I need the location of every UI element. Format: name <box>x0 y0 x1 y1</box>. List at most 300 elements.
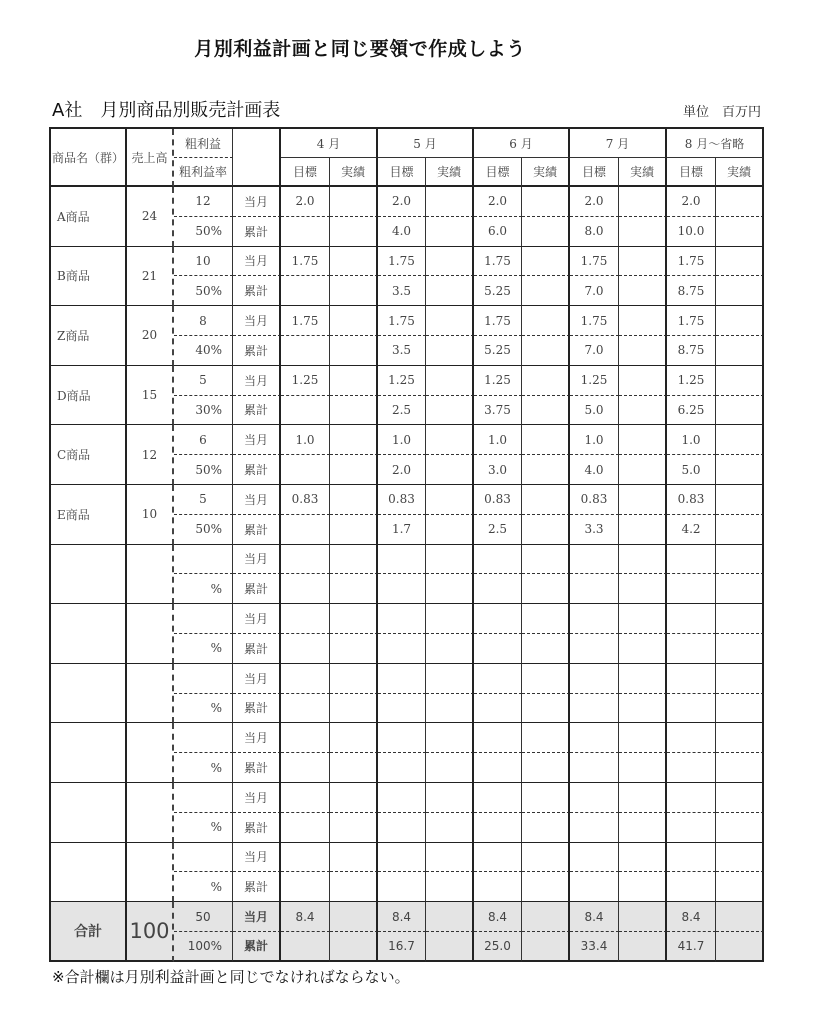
target-cumulative-cell[interactable]: 4.0 <box>378 217 426 247</box>
target-monthly-cell[interactable]: 1.75 <box>378 306 426 336</box>
target-monthly-cell[interactable] <box>570 723 619 753</box>
target-cumulative-cell[interactable]: 8.75 <box>667 336 716 366</box>
actual-monthly-cell[interactable] <box>619 604 667 634</box>
product-name[interactable] <box>51 843 127 903</box>
target-cumulative-cell[interactable] <box>667 813 716 843</box>
sales-value[interactable] <box>127 843 174 903</box>
actual-monthly-cell[interactable] <box>716 723 764 753</box>
target-monthly-cell[interactable]: 2.0 <box>570 187 619 217</box>
sales-value[interactable]: 20 <box>127 306 174 366</box>
target-cumulative-cell[interactable] <box>281 336 330 366</box>
target-monthly-cell[interactable]: 1.75 <box>570 247 619 277</box>
gross-profit-value[interactable] <box>174 723 233 753</box>
gross-profit-value[interactable] <box>174 664 233 694</box>
sales-value[interactable]: 15 <box>127 366 174 426</box>
target-cumulative-cell[interactable] <box>570 694 619 724</box>
target-cumulative-cell[interactable] <box>667 694 716 724</box>
target-cumulative-cell[interactable] <box>378 694 426 724</box>
target-monthly-cell[interactable] <box>378 664 426 694</box>
gross-profit-value[interactable]: 5 <box>174 366 233 396</box>
actual-cumulative-cell[interactable] <box>716 276 764 306</box>
target-monthly-cell[interactable]: 0.83 <box>474 485 522 515</box>
sales-value[interactable] <box>127 604 174 664</box>
target-monthly-cell[interactable] <box>474 545 522 575</box>
actual-monthly-cell[interactable] <box>619 366 667 396</box>
target-cumulative-cell[interactable] <box>378 753 426 783</box>
target-cumulative-cell[interactable] <box>570 872 619 902</box>
target-monthly-cell[interactable] <box>570 664 619 694</box>
actual-monthly-cell[interactable] <box>426 843 474 873</box>
actual-monthly-cell[interactable] <box>716 664 764 694</box>
gross-margin-value[interactable]: 50% <box>174 276 233 306</box>
target-monthly-cell[interactable] <box>570 843 619 873</box>
target-cumulative-cell[interactable]: 1.7 <box>378 515 426 545</box>
actual-cumulative-cell[interactable] <box>426 217 474 247</box>
target-cumulative-cell[interactable]: 8.75 <box>667 276 716 306</box>
actual-cumulative-cell[interactable] <box>619 515 667 545</box>
product-name[interactable] <box>51 604 127 664</box>
target-monthly-cell[interactable]: 1.75 <box>474 247 522 277</box>
target-monthly-cell[interactable] <box>281 843 330 873</box>
target-cumulative-cell[interactable] <box>667 872 716 902</box>
gross-profit-value[interactable]: 6 <box>174 425 233 455</box>
actual-monthly-cell[interactable] <box>619 306 667 336</box>
target-cumulative-cell[interactable]: 6.25 <box>667 396 716 426</box>
target-cumulative-cell[interactable] <box>474 634 522 664</box>
actual-cumulative-cell[interactable] <box>716 515 764 545</box>
target-monthly-cell[interactable]: 8.4 <box>667 902 716 932</box>
actual-cumulative-cell[interactable] <box>716 872 764 902</box>
sales-value[interactable] <box>127 783 174 843</box>
actual-cumulative-cell[interactable] <box>426 932 474 962</box>
actual-monthly-cell[interactable] <box>716 366 764 396</box>
target-cumulative-cell[interactable]: 33.4 <box>570 932 619 962</box>
actual-monthly-cell[interactable] <box>716 843 764 873</box>
target-monthly-cell[interactable]: 0.83 <box>378 485 426 515</box>
target-cumulative-cell[interactable] <box>570 813 619 843</box>
actual-cumulative-cell[interactable] <box>522 455 570 485</box>
sales-value[interactable] <box>127 723 174 783</box>
actual-monthly-cell[interactable] <box>426 902 474 932</box>
actual-cumulative-cell[interactable] <box>330 634 378 664</box>
gross-margin-value[interactable]: 30% <box>174 396 233 426</box>
actual-cumulative-cell[interactable] <box>522 813 570 843</box>
target-cumulative-cell[interactable]: 7.0 <box>570 276 619 306</box>
actual-cumulative-cell[interactable] <box>522 932 570 962</box>
actual-cumulative-cell[interactable] <box>522 872 570 902</box>
actual-cumulative-cell[interactable] <box>716 813 764 843</box>
target-cumulative-cell[interactable] <box>570 634 619 664</box>
sales-value[interactable] <box>127 545 174 605</box>
target-cumulative-cell[interactable] <box>474 753 522 783</box>
target-monthly-cell[interactable] <box>378 843 426 873</box>
gross-margin-value[interactable]: % <box>174 634 233 664</box>
target-monthly-cell[interactable] <box>474 843 522 873</box>
target-monthly-cell[interactable]: 1.0 <box>667 425 716 455</box>
actual-cumulative-cell[interactable] <box>619 574 667 604</box>
target-monthly-cell[interactable]: 0.83 <box>570 485 619 515</box>
actual-monthly-cell[interactable] <box>522 604 570 634</box>
target-monthly-cell[interactable] <box>667 664 716 694</box>
target-monthly-cell[interactable] <box>570 545 619 575</box>
target-monthly-cell[interactable]: 8.4 <box>474 902 522 932</box>
gross-profit-value[interactable] <box>174 783 233 813</box>
actual-cumulative-cell[interactable] <box>426 455 474 485</box>
actual-monthly-cell[interactable] <box>426 485 474 515</box>
actual-cumulative-cell[interactable] <box>330 932 378 962</box>
actual-cumulative-cell[interactable] <box>426 813 474 843</box>
target-cumulative-cell[interactable]: 8.0 <box>570 217 619 247</box>
actual-cumulative-cell[interactable] <box>330 396 378 426</box>
actual-cumulative-cell[interactable] <box>619 694 667 724</box>
actual-monthly-cell[interactable] <box>330 545 378 575</box>
target-cumulative-cell[interactable]: 7.0 <box>570 336 619 366</box>
target-monthly-cell[interactable]: 1.75 <box>474 306 522 336</box>
gross-profit-value[interactable]: 10 <box>174 247 233 277</box>
target-cumulative-cell[interactable]: 3.0 <box>474 455 522 485</box>
actual-cumulative-cell[interactable] <box>426 574 474 604</box>
target-monthly-cell[interactable]: 1.0 <box>378 425 426 455</box>
product-name[interactable] <box>51 783 127 843</box>
actual-monthly-cell[interactable] <box>716 306 764 336</box>
target-monthly-cell[interactable]: 0.83 <box>281 485 330 515</box>
actual-cumulative-cell[interactable] <box>330 455 378 485</box>
actual-cumulative-cell[interactable] <box>716 694 764 724</box>
gross-margin-value[interactable]: % <box>174 694 233 724</box>
actual-monthly-cell[interactable] <box>716 545 764 575</box>
target-monthly-cell[interactable] <box>378 545 426 575</box>
target-cumulative-cell[interactable] <box>281 515 330 545</box>
actual-monthly-cell[interactable] <box>330 306 378 336</box>
actual-cumulative-cell[interactable] <box>426 515 474 545</box>
actual-cumulative-cell[interactable] <box>522 276 570 306</box>
target-cumulative-cell[interactable]: 5.25 <box>474 336 522 366</box>
actual-cumulative-cell[interactable] <box>522 515 570 545</box>
actual-cumulative-cell[interactable] <box>330 694 378 724</box>
target-monthly-cell[interactable]: 2.0 <box>474 187 522 217</box>
actual-monthly-cell[interactable] <box>330 485 378 515</box>
actual-monthly-cell[interactable] <box>330 425 378 455</box>
actual-cumulative-cell[interactable] <box>522 634 570 664</box>
target-cumulative-cell[interactable] <box>378 872 426 902</box>
actual-monthly-cell[interactable] <box>522 783 570 813</box>
actual-monthly-cell[interactable] <box>426 783 474 813</box>
target-cumulative-cell[interactable] <box>281 753 330 783</box>
actual-monthly-cell[interactable] <box>426 425 474 455</box>
target-cumulative-cell[interactable]: 3.5 <box>378 336 426 366</box>
product-name[interactable]: B商品 <box>51 247 127 307</box>
target-monthly-cell[interactable]: 0.83 <box>667 485 716 515</box>
gross-margin-value[interactable]: % <box>174 813 233 843</box>
actual-cumulative-cell[interactable] <box>426 634 474 664</box>
actual-monthly-cell[interactable] <box>426 664 474 694</box>
actual-cumulative-cell[interactable] <box>426 276 474 306</box>
actual-monthly-cell[interactable] <box>619 247 667 277</box>
target-cumulative-cell[interactable] <box>281 396 330 426</box>
actual-monthly-cell[interactable] <box>330 604 378 634</box>
gross-profit-value[interactable]: 12 <box>174 187 233 217</box>
target-cumulative-cell[interactable] <box>667 753 716 783</box>
target-cumulative-cell[interactable]: 2.5 <box>378 396 426 426</box>
target-monthly-cell[interactable]: 1.0 <box>281 425 330 455</box>
target-monthly-cell[interactable] <box>570 604 619 634</box>
target-monthly-cell[interactable] <box>378 783 426 813</box>
target-cumulative-cell[interactable] <box>667 634 716 664</box>
sales-value[interactable] <box>127 664 174 724</box>
target-cumulative-cell[interactable] <box>281 634 330 664</box>
gross-margin-value[interactable]: % <box>174 574 233 604</box>
target-monthly-cell[interactable] <box>378 604 426 634</box>
actual-monthly-cell[interactable] <box>330 187 378 217</box>
gross-margin-value[interactable]: 40% <box>174 336 233 366</box>
target-cumulative-cell[interactable] <box>474 872 522 902</box>
actual-cumulative-cell[interactable] <box>330 813 378 843</box>
target-monthly-cell[interactable]: 1.25 <box>281 366 330 396</box>
actual-monthly-cell[interactable] <box>522 902 570 932</box>
actual-cumulative-cell[interactable] <box>619 634 667 664</box>
sales-value[interactable]: 24 <box>127 187 174 247</box>
actual-monthly-cell[interactable] <box>426 723 474 753</box>
actual-cumulative-cell[interactable] <box>619 276 667 306</box>
actual-cumulative-cell[interactable] <box>522 217 570 247</box>
gross-margin-value[interactable]: % <box>174 872 233 902</box>
product-name[interactable]: D商品 <box>51 366 127 426</box>
sales-value[interactable]: 21 <box>127 247 174 307</box>
actual-cumulative-cell[interactable] <box>330 276 378 306</box>
gross-margin-value[interactable]: 50% <box>174 455 233 485</box>
target-monthly-cell[interactable]: 8.4 <box>570 902 619 932</box>
actual-monthly-cell[interactable] <box>522 843 570 873</box>
actual-cumulative-cell[interactable] <box>716 455 764 485</box>
target-monthly-cell[interactable]: 1.75 <box>667 306 716 336</box>
target-cumulative-cell[interactable]: 16.7 <box>378 932 426 962</box>
actual-monthly-cell[interactable] <box>522 425 570 455</box>
target-monthly-cell[interactable]: 2.0 <box>378 187 426 217</box>
product-name[interactable] <box>51 664 127 724</box>
actual-cumulative-cell[interactable] <box>716 336 764 366</box>
actual-monthly-cell[interactable] <box>522 545 570 575</box>
target-cumulative-cell[interactable]: 2.0 <box>378 455 426 485</box>
actual-cumulative-cell[interactable] <box>522 336 570 366</box>
actual-monthly-cell[interactable] <box>426 306 474 336</box>
target-monthly-cell[interactable] <box>474 783 522 813</box>
actual-cumulative-cell[interactable] <box>330 872 378 902</box>
target-monthly-cell[interactable] <box>281 604 330 634</box>
actual-monthly-cell[interactable] <box>330 902 378 932</box>
product-name[interactable]: C商品 <box>51 425 127 485</box>
gross-profit-value[interactable] <box>174 843 233 873</box>
target-cumulative-cell[interactable] <box>474 694 522 724</box>
actual-monthly-cell[interactable] <box>619 425 667 455</box>
target-monthly-cell[interactable] <box>667 723 716 753</box>
target-cumulative-cell[interactable]: 41.7 <box>667 932 716 962</box>
target-monthly-cell[interactable]: 1.75 <box>281 306 330 336</box>
actual-cumulative-cell[interactable] <box>522 694 570 724</box>
target-cumulative-cell[interactable]: 3.75 <box>474 396 522 426</box>
product-name[interactable]: A商品 <box>51 187 127 247</box>
target-cumulative-cell[interactable] <box>378 634 426 664</box>
target-monthly-cell[interactable]: 1.75 <box>378 247 426 277</box>
target-cumulative-cell[interactable]: 25.0 <box>474 932 522 962</box>
product-name[interactable]: Z商品 <box>51 306 127 366</box>
target-monthly-cell[interactable]: 1.75 <box>281 247 330 277</box>
target-cumulative-cell[interactable] <box>281 932 330 962</box>
target-monthly-cell[interactable] <box>667 783 716 813</box>
target-cumulative-cell[interactable] <box>570 753 619 783</box>
actual-monthly-cell[interactable] <box>522 723 570 753</box>
target-cumulative-cell[interactable] <box>281 217 330 247</box>
target-monthly-cell[interactable] <box>667 545 716 575</box>
target-cumulative-cell[interactable] <box>474 574 522 604</box>
actual-cumulative-cell[interactable] <box>619 872 667 902</box>
actual-cumulative-cell[interactable] <box>716 217 764 247</box>
target-monthly-cell[interactable]: 2.0 <box>281 187 330 217</box>
actual-monthly-cell[interactable] <box>716 485 764 515</box>
actual-monthly-cell[interactable] <box>522 247 570 277</box>
actual-monthly-cell[interactable] <box>716 902 764 932</box>
actual-monthly-cell[interactable] <box>522 485 570 515</box>
actual-cumulative-cell[interactable] <box>330 515 378 545</box>
target-cumulative-cell[interactable] <box>570 574 619 604</box>
target-cumulative-cell[interactable]: 3.3 <box>570 515 619 545</box>
product-name[interactable] <box>51 545 127 605</box>
actual-cumulative-cell[interactable] <box>619 455 667 485</box>
actual-monthly-cell[interactable] <box>426 187 474 217</box>
actual-cumulative-cell[interactable] <box>716 574 764 604</box>
actual-cumulative-cell[interactable] <box>716 634 764 664</box>
target-cumulative-cell[interactable]: 5.0 <box>667 455 716 485</box>
target-cumulative-cell[interactable] <box>281 276 330 306</box>
actual-cumulative-cell[interactable] <box>619 753 667 783</box>
actual-cumulative-cell[interactable] <box>426 872 474 902</box>
target-cumulative-cell[interactable]: 5.25 <box>474 276 522 306</box>
actual-monthly-cell[interactable] <box>716 247 764 277</box>
target-monthly-cell[interactable] <box>474 604 522 634</box>
target-monthly-cell[interactable]: 1.25 <box>378 366 426 396</box>
target-cumulative-cell[interactable]: 3.5 <box>378 276 426 306</box>
actual-monthly-cell[interactable] <box>619 783 667 813</box>
actual-cumulative-cell[interactable] <box>330 217 378 247</box>
gross-profit-value[interactable] <box>174 604 233 634</box>
actual-cumulative-cell[interactable] <box>330 753 378 783</box>
actual-cumulative-cell[interactable] <box>619 932 667 962</box>
actual-cumulative-cell[interactable] <box>330 336 378 366</box>
target-monthly-cell[interactable] <box>474 664 522 694</box>
target-cumulative-cell[interactable]: 10.0 <box>667 217 716 247</box>
actual-monthly-cell[interactable] <box>426 604 474 634</box>
actual-monthly-cell[interactable] <box>619 664 667 694</box>
actual-cumulative-cell[interactable] <box>426 753 474 783</box>
target-cumulative-cell[interactable] <box>378 813 426 843</box>
actual-cumulative-cell[interactable] <box>619 813 667 843</box>
actual-monthly-cell[interactable] <box>522 306 570 336</box>
target-cumulative-cell[interactable] <box>281 813 330 843</box>
actual-monthly-cell[interactable] <box>716 604 764 634</box>
actual-cumulative-cell[interactable] <box>426 396 474 426</box>
target-cumulative-cell[interactable]: 5.0 <box>570 396 619 426</box>
actual-monthly-cell[interactable] <box>619 187 667 217</box>
actual-monthly-cell[interactable] <box>716 783 764 813</box>
target-cumulative-cell[interactable] <box>281 694 330 724</box>
target-monthly-cell[interactable]: 1.0 <box>570 425 619 455</box>
sales-value[interactable]: 12 <box>127 425 174 485</box>
actual-cumulative-cell[interactable] <box>522 753 570 783</box>
actual-monthly-cell[interactable] <box>330 664 378 694</box>
target-monthly-cell[interactable]: 1.25 <box>570 366 619 396</box>
actual-monthly-cell[interactable] <box>426 545 474 575</box>
actual-monthly-cell[interactable] <box>716 425 764 455</box>
actual-monthly-cell[interactable] <box>330 783 378 813</box>
product-name[interactable] <box>51 723 127 783</box>
gross-profit-value[interactable]: 5 <box>174 485 233 515</box>
product-name[interactable]: E商品 <box>51 485 127 545</box>
target-monthly-cell[interactable]: 2.0 <box>667 187 716 217</box>
target-cumulative-cell[interactable]: 4.2 <box>667 515 716 545</box>
target-monthly-cell[interactable] <box>667 843 716 873</box>
actual-monthly-cell[interactable] <box>522 366 570 396</box>
target-cumulative-cell[interactable] <box>378 574 426 604</box>
actual-cumulative-cell[interactable] <box>330 574 378 604</box>
actual-cumulative-cell[interactable] <box>522 396 570 426</box>
target-monthly-cell[interactable]: 1.75 <box>570 306 619 336</box>
target-monthly-cell[interactable] <box>570 783 619 813</box>
gross-margin-value[interactable]: 50% <box>174 217 233 247</box>
actual-monthly-cell[interactable] <box>330 247 378 277</box>
actual-monthly-cell[interactable] <box>426 247 474 277</box>
target-cumulative-cell[interactable] <box>281 574 330 604</box>
target-monthly-cell[interactable] <box>281 723 330 753</box>
target-monthly-cell[interactable]: 1.0 <box>474 425 522 455</box>
target-cumulative-cell[interactable]: 4.0 <box>570 455 619 485</box>
target-monthly-cell[interactable] <box>667 604 716 634</box>
actual-monthly-cell[interactable] <box>619 723 667 753</box>
actual-monthly-cell[interactable] <box>522 664 570 694</box>
actual-cumulative-cell[interactable] <box>522 574 570 604</box>
actual-cumulative-cell[interactable] <box>426 336 474 366</box>
actual-cumulative-cell[interactable] <box>716 396 764 426</box>
gross-profit-value[interactable]: 8 <box>174 306 233 336</box>
target-monthly-cell[interactable] <box>281 664 330 694</box>
actual-monthly-cell[interactable] <box>426 366 474 396</box>
actual-monthly-cell[interactable] <box>330 366 378 396</box>
target-cumulative-cell[interactable] <box>474 813 522 843</box>
target-cumulative-cell[interactable]: 6.0 <box>474 217 522 247</box>
actual-monthly-cell[interactable] <box>330 843 378 873</box>
target-monthly-cell[interactable] <box>281 783 330 813</box>
actual-cumulative-cell[interactable] <box>716 753 764 783</box>
target-monthly-cell[interactable] <box>281 545 330 575</box>
target-monthly-cell[interactable]: 1.25 <box>667 366 716 396</box>
target-cumulative-cell[interactable] <box>281 455 330 485</box>
actual-cumulative-cell[interactable] <box>619 396 667 426</box>
actual-monthly-cell[interactable] <box>619 545 667 575</box>
actual-monthly-cell[interactable] <box>522 187 570 217</box>
actual-monthly-cell[interactable] <box>716 187 764 217</box>
actual-cumulative-cell[interactable] <box>716 932 764 962</box>
actual-monthly-cell[interactable] <box>619 902 667 932</box>
actual-cumulative-cell[interactable] <box>426 694 474 724</box>
target-monthly-cell[interactable]: 1.25 <box>474 366 522 396</box>
target-monthly-cell[interactable]: 1.75 <box>667 247 716 277</box>
actual-cumulative-cell[interactable] <box>619 336 667 366</box>
actual-monthly-cell[interactable] <box>619 843 667 873</box>
target-monthly-cell[interactable]: 8.4 <box>378 902 426 932</box>
target-monthly-cell[interactable]: 8.4 <box>281 902 330 932</box>
gross-margin-value[interactable]: 50% <box>174 515 233 545</box>
gross-profit-value[interactable] <box>174 545 233 575</box>
target-cumulative-cell[interactable] <box>667 574 716 604</box>
actual-monthly-cell[interactable] <box>330 723 378 753</box>
